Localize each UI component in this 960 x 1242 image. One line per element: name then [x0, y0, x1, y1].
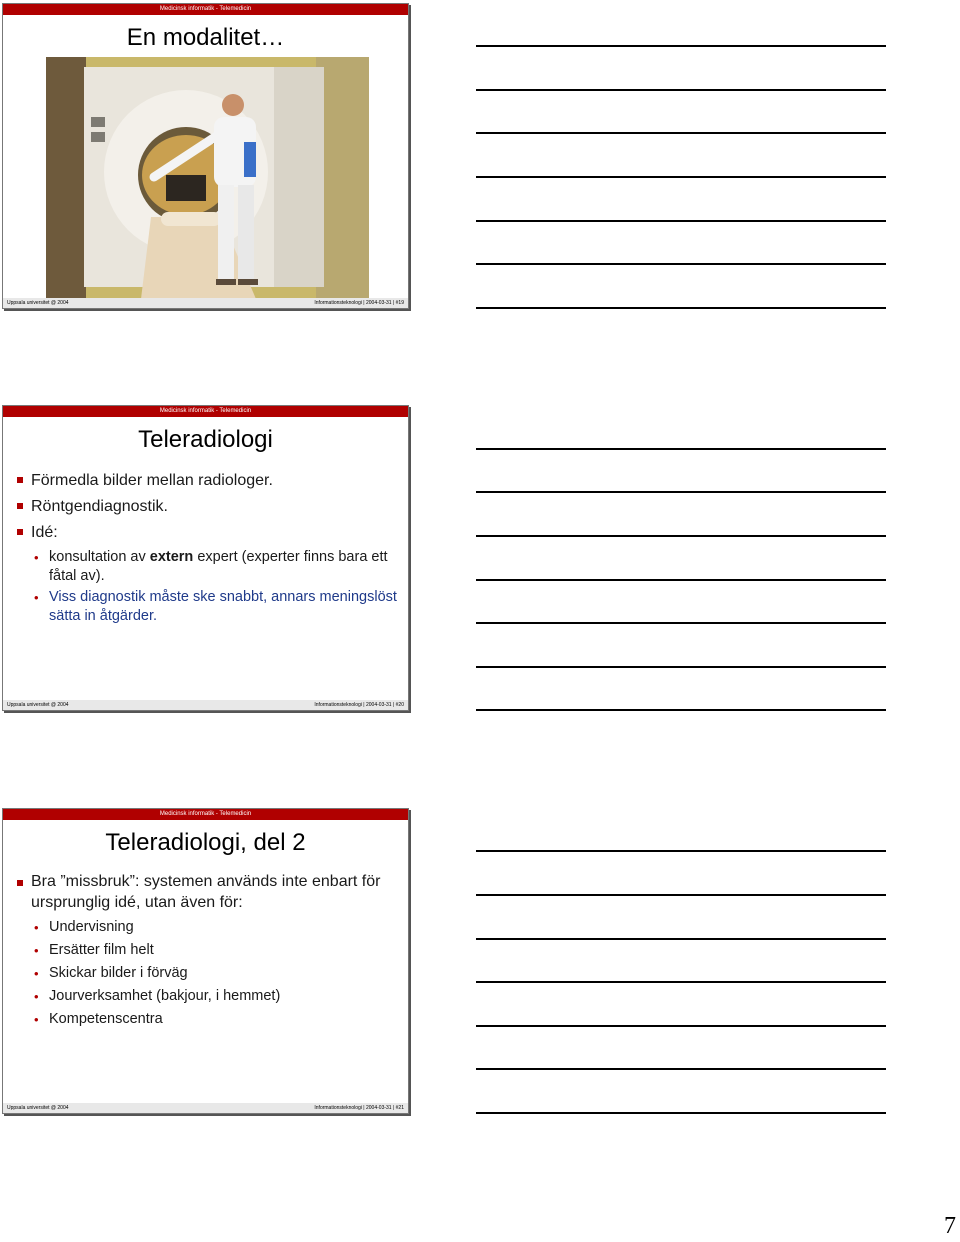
ct-scanner-illustration: [46, 57, 369, 299]
bullet-item: Röntgendiagnostik.: [15, 494, 398, 520]
slide-header: Medicinsk informatik - Telemedicin: [3, 809, 408, 820]
slide-footer: [3, 1103, 408, 1113]
sub-bullet-item: • Ersätter film helt: [15, 940, 398, 961]
slide-20: [2, 405, 409, 711]
sub-text: expert (experter finns bara ett fåtal av).: [49, 549, 388, 584]
sub-text-bold: extern: [149, 549, 194, 565]
ct-scanner-photo: [46, 57, 369, 299]
note-line: [476, 981, 886, 983]
slide-title: Teleradiologi, del 2: [105, 829, 306, 856]
sub-bullet-item: • Jourverksamhet (bakjour, i hemmet): [15, 986, 398, 1007]
note-line: [476, 45, 886, 47]
slide-21: [2, 808, 409, 1114]
note-line: [476, 1112, 886, 1114]
note-line: [476, 220, 886, 222]
note-line: [476, 132, 886, 134]
footer-left: Uppsala universitet @ 2004: [7, 1105, 69, 1111]
note-line: [476, 491, 886, 493]
sub-bullet-item: [15, 548, 398, 586]
bullet-item: Förmedla bilder mellan radiologer.: [15, 468, 398, 494]
slide-footer: [3, 700, 408, 710]
note-line: [476, 894, 886, 896]
note-line: [476, 535, 886, 537]
sub-bullet-item: • Undervisning: [15, 917, 398, 938]
sub-text: konsultation av: [49, 549, 150, 565]
footer-right: Informationsteknologi | 2004-03-31 | #19: [314, 300, 404, 306]
note-line: [476, 666, 886, 668]
slide-title: Teleradiologi: [138, 426, 273, 453]
sub-bullet-item: • Viss diagnostik måste ske snabbt, annars meningslöst sätta in åtgärder.: [15, 588, 398, 626]
slide-footer: [3, 298, 408, 308]
sub-bullet-item: • Kompetenscentra: [15, 1009, 398, 1030]
note-line: [476, 448, 886, 450]
footer-right: Informationsteknologi | 2004-03-31 | #20: [314, 702, 404, 708]
slide-header: Medicinsk informatik - Telemedicin: [3, 4, 408, 15]
slide-header: Medicinsk informatik - Telemedicin: [3, 406, 408, 417]
note-line: [476, 1068, 886, 1070]
slide-19: [2, 3, 409, 309]
slide-title: En modalitet…: [126, 24, 285, 51]
note-line: [476, 938, 886, 940]
note-line: [476, 1025, 886, 1027]
sub-bullet-item: • Skickar bilder i förväg: [15, 963, 398, 984]
note-line: [476, 176, 886, 178]
bullet-list: [15, 468, 398, 626]
note-line: [476, 622, 886, 624]
footer-left: Uppsala universitet @ 2004: [7, 702, 69, 708]
note-line: [476, 89, 886, 91]
note-line: [476, 263, 886, 265]
bullet-list: [15, 871, 398, 1030]
note-line: [476, 850, 886, 852]
note-line: [476, 709, 886, 711]
footer-right: Informationsteknologi | 2004-03-31 | #21: [314, 1105, 404, 1111]
note-line: [476, 307, 886, 309]
footer-left: Uppsala universitet @ 2004: [7, 300, 69, 306]
bullet-item: Bra ”missbruk”: systemen används inte enbart för ursprunglig idé, utan även för:: [15, 871, 398, 913]
page-number: 7: [944, 1213, 956, 1239]
note-line: [476, 579, 886, 581]
bullet-item: Idé:: [15, 520, 398, 546]
